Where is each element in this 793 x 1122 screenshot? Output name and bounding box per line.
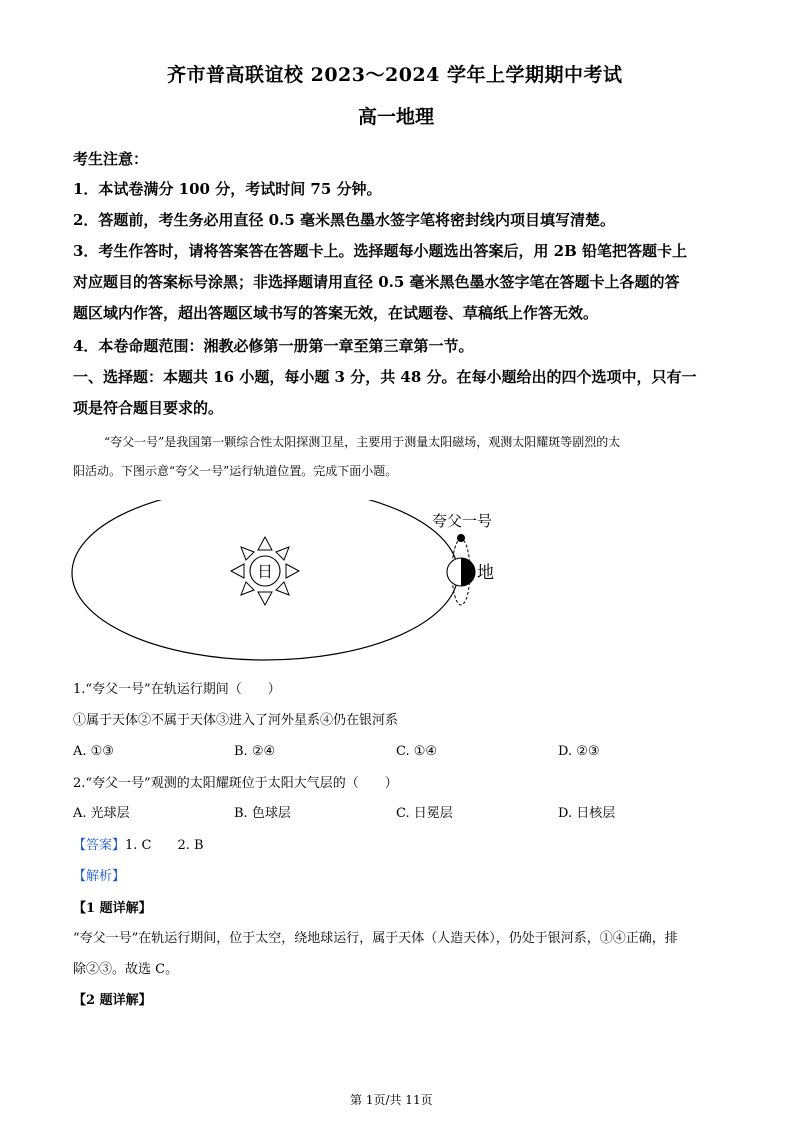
option-d[interactable]: D. ②③ bbox=[558, 744, 600, 759]
detail-heading-1: 【1 题详解】 bbox=[73, 901, 152, 916]
notice-item: 2．答题前，考生务必用直径 0.5 毫米黑色墨水签字笔将密封线内项目填写清楚。 bbox=[73, 211, 615, 229]
page-title: 齐市普高联谊校 2023～2024 学年上学期期中考试 bbox=[167, 64, 623, 86]
notice-item: 对应题目的答案标号涂黑；非选择题请用直径 0.5 毫米黑色墨水签字笔在答题卡上各题的答 bbox=[73, 273, 680, 291]
orbit-diagram bbox=[60, 500, 540, 670]
option-b[interactable]: B. ②④ bbox=[234, 744, 276, 759]
notice-item: 1．本试卷满分 100 分，考试时间 75 分钟。 bbox=[73, 180, 382, 198]
option-d[interactable]: D. 日核层 bbox=[558, 806, 616, 821]
question-stem: 1.“夸父一号”在轨运行期间（ ） bbox=[73, 682, 281, 697]
page-number: 第 1页/共 11页 bbox=[350, 1093, 433, 1107]
question-stem: 2.“夸父一号”观测的太阳耀斑位于太阳大气层的（ ） bbox=[73, 776, 398, 791]
answer-tag: 【答案】 bbox=[73, 838, 126, 853]
option-a[interactable]: A. ①③ bbox=[73, 744, 114, 759]
option-c[interactable]: C. ①④ bbox=[396, 744, 438, 759]
subject-title: 高一地理 bbox=[358, 106, 435, 128]
notice-item: 3．考生作答时，请将答案答在答题卡上。选择题每小题选出答案后，用 2B 铅笔把答题卡上 bbox=[73, 242, 688, 260]
section-heading: 一、选择题：本题共 16 小题，每小题 3 分，共 48 分。在每小题给出的四个选项中，只有一 bbox=[73, 368, 697, 386]
detail-text: “夸父一号”在轨运行期间，位于太空，绕地球运行，属于天体（人造天体），仍处于银河系，①④正确，排 bbox=[73, 931, 678, 946]
option-a[interactable]: A. 光球层 bbox=[73, 806, 130, 821]
notice-item: 题区域内作答，超出答题区域书写的答案无效，在试题卷、草稿纸上作答无效。 bbox=[73, 304, 599, 322]
notice-item: 4．本卷命题范围：湘教必修第一册第一章至第三章第一节。 bbox=[73, 337, 474, 355]
detail-text: 除②③。故选 C。 bbox=[73, 962, 179, 977]
analysis-tag: 【解析】 bbox=[73, 869, 126, 884]
answer-2: 2. B bbox=[177, 838, 204, 853]
satellite-icon bbox=[457, 534, 465, 542]
option-b[interactable]: B. 色球层 bbox=[234, 806, 291, 821]
option-c[interactable]: C. 日冕层 bbox=[396, 806, 453, 821]
passage-text: 阳活动。下图示意“夸父一号”运行轨道位置。完成下面小题。 bbox=[73, 464, 398, 478]
notice-heading: 考生注意： bbox=[73, 150, 149, 168]
passage-text: “夸父一号”是我国第一颗综合性太阳探测卫星，主要用于测量太阳磁场，观测太阳耀斑等剧烈的太 bbox=[104, 435, 621, 449]
question-statements: ①属于天体②不属于天体③进入了河外星系④仍在银河系 bbox=[73, 713, 399, 728]
earth-icon bbox=[447, 558, 475, 586]
earth-label: 地 bbox=[477, 563, 494, 583]
answer-1: 1. C bbox=[125, 838, 152, 853]
satellite-label: 夸父一号 bbox=[432, 512, 493, 530]
sun-icon bbox=[231, 537, 299, 605]
section-heading-cont: 项是符合题目要求的。 bbox=[73, 399, 224, 417]
sun-label: 日 bbox=[256, 562, 274, 581]
detail-heading-2: 【2 题详解】 bbox=[73, 993, 152, 1008]
answer-line bbox=[73, 839, 204, 852]
